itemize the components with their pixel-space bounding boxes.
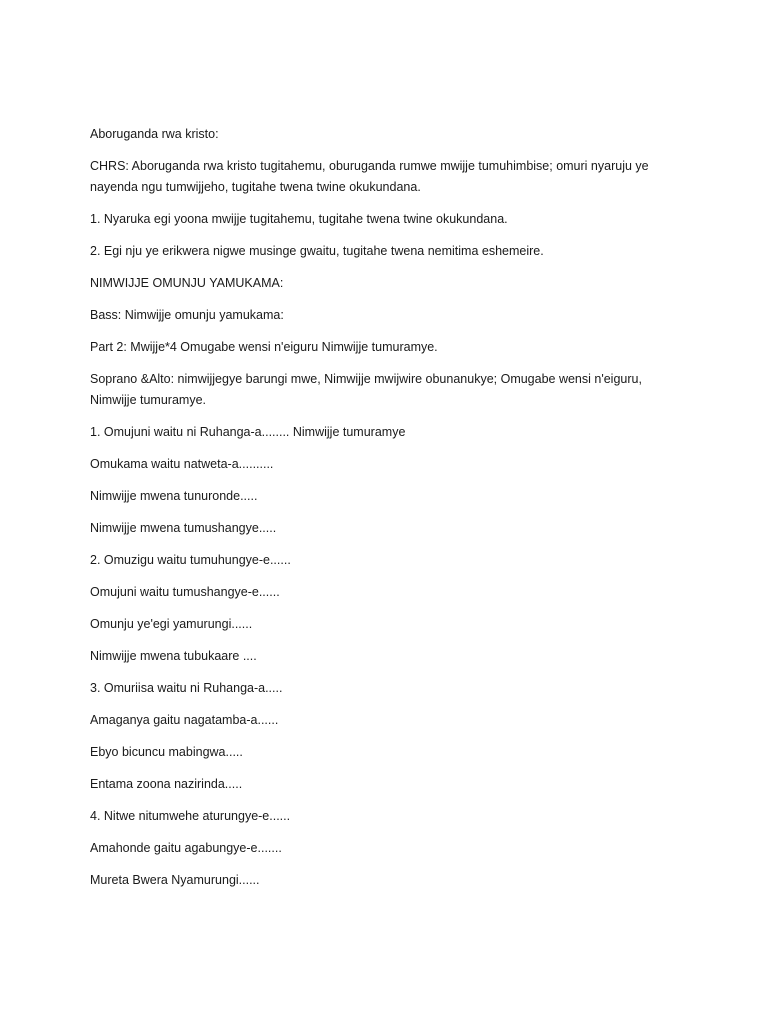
lyric-line: Amaganya gaitu nagatamba-a...... (90, 713, 279, 727)
section-heading: NIMWIJJE OMUNJU YAMUKAMA: (90, 276, 284, 290)
lyric-line: 4. Nitwe nitumwehe aturungye-e...... (90, 809, 291, 823)
lyric-line: Nimwijje mwena tunuronde..... (90, 489, 258, 503)
lyric-line: Entama zoona nazirinda..... (90, 777, 243, 791)
part-line: Part 2: Mwijje*4 Omugabe wensi n'eiguru Nimwijje tumuramye. (90, 340, 438, 354)
lyric-line: Ebyo bicuncu mabingwa..... (90, 745, 243, 759)
lyric-line: Mureta Bwera Nyamurungi...... (90, 873, 260, 887)
lyric-line: Omukama waitu natweta-a.......... (90, 457, 274, 471)
lyric-line: 3. Omuriisa waitu ni Ruhanga-a..... (90, 681, 283, 695)
lyric-line: Amahonde gaitu agabungye-e....... (90, 841, 282, 855)
lyric-line: Nimwijje mwena tumushangye..... (90, 521, 277, 535)
lyric-line: Omujuni waitu tumushangye-e...... (90, 585, 280, 599)
bass-line: Bass: Nimwijje omunju yamukama: (90, 308, 284, 322)
soprano-alto-paragraph: Soprano &Alto: nimwijjegye barungi mwe, Nimwijje mwijwire obunanukye; Omugabe wensi n'eiguru, Nimwijje tumuramye. (90, 372, 642, 407)
document-body (90, 124, 680, 902)
lyric-line: 2. Omuzigu waitu tumuhungye-e...... (90, 553, 291, 567)
verse-paragraph: 1. Nyaruka egi yoona mwijje tugitahemu, tugitahe twena twine okukundana. (90, 212, 508, 226)
lyric-line: Nimwijje mwena tubukaare .... (90, 649, 257, 663)
lyric-line: Omunju ye'egi yamurungi...... (90, 617, 253, 631)
chorus-paragraph: CHRS: Aboruganda rwa kristo tugitahemu, oburuganda rumwe mwijje tumuhimbise; omuri nyaruju ye nayenda ngu tumwijjeho, tugitahe twena twine okukundana. (90, 159, 649, 194)
verse-paragraph: 2. Egi nju ye erikwera nigwe musinge gwaitu, tugitahe twena nemitima eshemeire. (90, 244, 544, 258)
document-title: Aboruganda rwa kristo: (90, 127, 219, 141)
lyric-line: 1. Omujuni waitu ni Ruhanga-a........ Nimwijje tumuramye (90, 425, 406, 439)
